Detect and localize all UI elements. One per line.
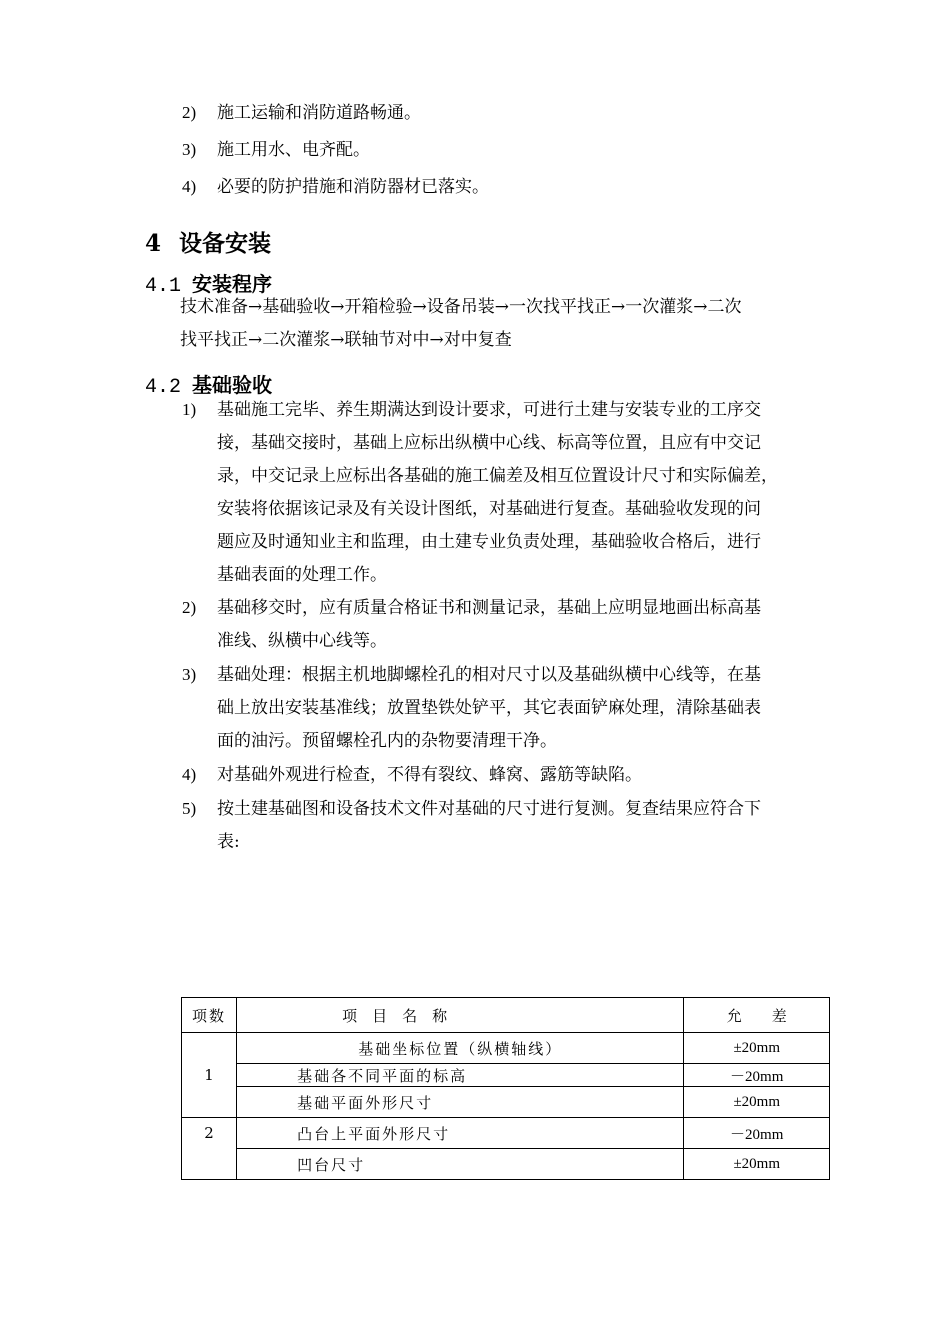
item-number: 1) [182, 400, 197, 419]
row-tol: ±20mm [684, 1033, 830, 1064]
item-line: 录，中交记录上应标出各基础的施工偏差及相互位置设计尺寸和实际偏差， [217, 466, 778, 486]
item-line: 基础移交时，应有质量合格证书和测量记录，基础上应明显地画出标高基 [217, 598, 761, 618]
item-number: 2) [182, 598, 197, 617]
row-name: 基础平面外形尺寸 [237, 1087, 684, 1118]
header-cell-tol: 允 差 [684, 998, 830, 1033]
item-line: 按土建基础图和设备技术文件对基础的尺寸进行复测。复查结果应符合下 [217, 799, 761, 819]
tolerance-table [181, 997, 830, 1180]
item-number: 4) [182, 765, 197, 784]
list-item [182, 103, 421, 123]
table-row [182, 1149, 830, 1180]
item-number: 5) [182, 799, 197, 818]
row-name: 凹台尺寸 [237, 1149, 684, 1180]
row-no: 1 [182, 1033, 237, 1118]
item-text: 必要的防护措施和消防器材已落实。 [217, 177, 489, 197]
item-number: 3) [182, 140, 197, 159]
list-item [182, 177, 489, 197]
item-line: 对基础外观进行检查，不得有裂纹、蜂窝、露筋等缺陷。 [217, 765, 642, 785]
table-row [182, 1064, 830, 1087]
header-cell-no: 项数 [182, 998, 237, 1033]
item-number: 2) [182, 103, 197, 122]
item-number: 4) [182, 177, 197, 196]
row-tol: －20mm [684, 1118, 830, 1149]
row-tol: ±20mm [684, 1149, 830, 1180]
subsection-number: 4.1 [145, 275, 182, 298]
subsection-number: 4.2 [145, 376, 182, 399]
section-title: 设备安装 [179, 230, 272, 257]
item-text: 施工用水、电齐配。 [217, 140, 370, 160]
list-item [182, 140, 370, 160]
row-name: 凸台上平面外形尺寸 [237, 1118, 684, 1149]
paragraph-line: 找平找正→二次灌浆→联轴节对中→对中复查 [180, 330, 512, 350]
item-line: 准线、纵横中心线等。 [217, 631, 387, 651]
item-number: 3) [182, 665, 197, 684]
paragraph-line: 技术准备→基础验收→开箱检验→设备吊装→一次找平找正→一次灌浆→二次 [180, 297, 742, 317]
header-cell-name: 项 目 名 称 [237, 998, 684, 1033]
section-number: 4 [145, 230, 162, 257]
subsection-heading [145, 268, 272, 298]
item-line: 基础施工完毕、养生期满达到设计要求，可进行土建与安装专业的工序交 [217, 400, 761, 420]
item-text: 施工运输和消防道路畅通。 [217, 103, 421, 123]
section-heading [145, 225, 271, 258]
item-line: 表: [217, 832, 240, 852]
item-line: 基础处理：根据主机地脚螺栓孔的相对尺寸以及基础纵横中心线等，在基 [217, 665, 761, 685]
item-line: 基础表面的处理工作。 [217, 565, 387, 585]
row-name: 基础坐标位置（纵横轴线） [237, 1033, 684, 1064]
row-tol: －20mm [684, 1064, 830, 1087]
subsection-title: 基础验收 [191, 373, 272, 397]
table-header-row [182, 998, 830, 1033]
item-line: 安装将依据该记录及有关设计图纸，对基础进行复查。基础验收发现的问 [217, 499, 761, 519]
item-line: 接，基础交接时，基础上应标出纵横中心线、标高等位置，且应有中交记 [217, 433, 761, 453]
table-row [182, 1087, 830, 1118]
table-row [182, 1033, 830, 1064]
table-row [182, 1118, 830, 1149]
row-tol: ±20mm [684, 1087, 830, 1118]
item-line: 题应及时通知业主和监理，由土建专业负责处理，基础验收合格后，进行 [217, 532, 761, 552]
subsection-heading [145, 369, 272, 399]
row-name: 基础各不同平面的标高 [237, 1064, 684, 1087]
subsection-title: 安装程序 [191, 272, 272, 296]
item-line: 础上放出安装基准线；放置垫铁处铲平，其它表面铲麻处理，清除基础表 [217, 698, 761, 718]
item-line: 面的油污。预留螺栓孔内的杂物要清理干净。 [217, 731, 557, 751]
row-no: 2 [182, 1118, 237, 1180]
